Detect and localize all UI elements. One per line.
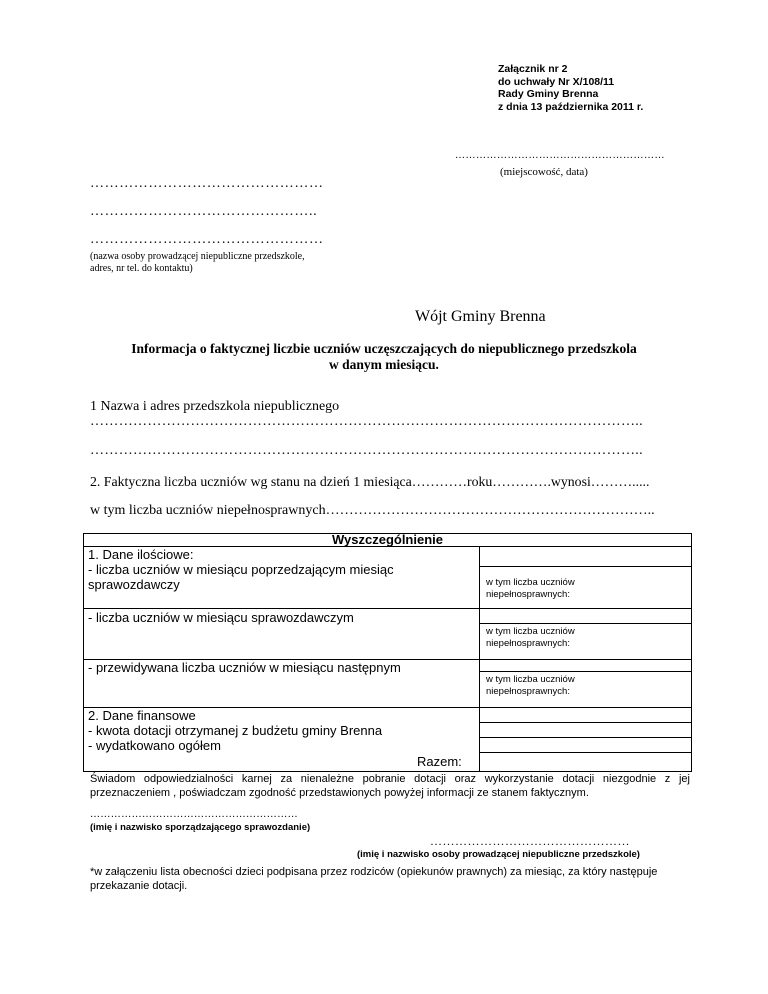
table-divider [479, 722, 691, 723]
signature-1-caption: (imię i nazwisko sporządzającego sprawozdanie) [90, 822, 311, 833]
applicant-caption [90, 251, 350, 275]
row-previous-month-sub-2: niepełnosprawnych: [486, 589, 570, 600]
table-header: Wyszczególnienie [331, 532, 443, 547]
row-subsidy-received: - kwota dotacji otrzymanej z budżetu gminy Brenna [88, 723, 383, 738]
row-total-label: Razem: [417, 754, 462, 769]
row-total-spent: - wydatkowano ogółem [88, 738, 221, 753]
table-divider [479, 623, 691, 624]
heading-line-2: w danym miesiącu. [329, 357, 439, 372]
applicant-dots-1: ………………………………………… [90, 176, 324, 191]
section-1-title: 1. Dane ilościowe: [88, 547, 194, 562]
applicant-caption-line-1: (nazwa osoby prowadzącej niepubliczne przedszkole, [90, 251, 305, 262]
data-table [83, 533, 692, 772]
field-1-label: 1 Nazwa i adres przedszkola niepublicznego [90, 399, 340, 414]
applicant-caption-line-2: adres, nr tel. do kontaktu) [90, 263, 193, 274]
declaration-text: Świadom odpowiedzialności karnej za nienależne pobranie dotacji oraz wykorzystanie dotacji niezgodnie z jej przeznaczeniem , poświadczam zgodność przedstawionych powyżej informacji ze stanem faktycznym. [90, 773, 690, 799]
document-heading [0, 341, 768, 373]
field-1-dots-2: …………………………………………………………………………………………………….. [90, 443, 643, 458]
row-previous-month-line-2: sprawozdawczy [88, 577, 180, 592]
addressee: Wójt Gminy Brenna [415, 308, 546, 325]
applicant-dots-2: ……………………………………….. [90, 204, 318, 219]
field-3-line: w tym liczba uczniów niepełnosprawnych…………………………………………………………….. [90, 503, 655, 518]
attachment-line-2: do uchwały Nr X/108/11 [498, 75, 615, 88]
field-2-line: 2. Faktyczna liczba uczniów wg stanu na dzień 1 miesiąca…………roku………….wynosi………..... [90, 474, 650, 489]
attachment-line-1: Załącznik nr 2 [498, 63, 568, 75]
row-next-month: - przewidywana liczba uczniów w miesiącu następnym [88, 660, 401, 675]
row-previous-month-line-1: - liczba uczniów w miesiącu poprzedzającym miesiąc [88, 562, 394, 577]
signature-1-dots: …………………………………………………… [90, 809, 298, 820]
field-1-dots-1: …………………………………………………………………………………………………….. [90, 414, 643, 429]
attachment-line-4: z dnia 13 października 2011 r. [498, 100, 644, 113]
table-column-divider [479, 546, 480, 771]
applicant-dots-3: ………………………………………… [90, 232, 324, 247]
row-next-month-sub-2: niepełnosprawnych: [486, 686, 570, 697]
attachment-note [498, 63, 643, 113]
row-reporting-month-sub-1: w tym liczba uczniów [486, 626, 575, 637]
row-previous-month-sub-1: w tym liczba uczniów [486, 577, 575, 588]
table-divider [479, 566, 691, 567]
footnote: *w załączeniu lista obecności dzieci podpisana przez rodziców (opiekunów prawnych) za miesiąc, za który następuje przekazanie dotacji. [90, 866, 658, 892]
row-reporting-month-sub-2: niepełnosprawnych: [486, 638, 570, 649]
table-divider [479, 752, 691, 753]
place-date-dots: …………………………………………………… [455, 150, 665, 161]
table-divider [84, 608, 691, 609]
section-2-title: 2. Dane finansowe [88, 708, 196, 723]
row-reporting-month: - liczba uczniów w miesiącu sprawozdawczym [88, 610, 354, 625]
heading-line-1: Informacja o faktycznej liczbie uczniów uczęszczających do niepublicznego przedszkola [131, 341, 637, 356]
row-next-month-sub-1: w tym liczba uczniów [486, 674, 575, 685]
table-divider [479, 737, 691, 738]
table-divider [479, 671, 691, 672]
attachment-line-3: Rady Gminy Brenna [498, 88, 599, 100]
signature-2-dots: ………………………………………… [430, 834, 630, 848]
place-date-caption: (miejscowość, data) [500, 166, 588, 178]
signature-2-caption: (imię i nazwisko osoby prowadzącej niepubliczne przedszkole) [357, 849, 640, 860]
